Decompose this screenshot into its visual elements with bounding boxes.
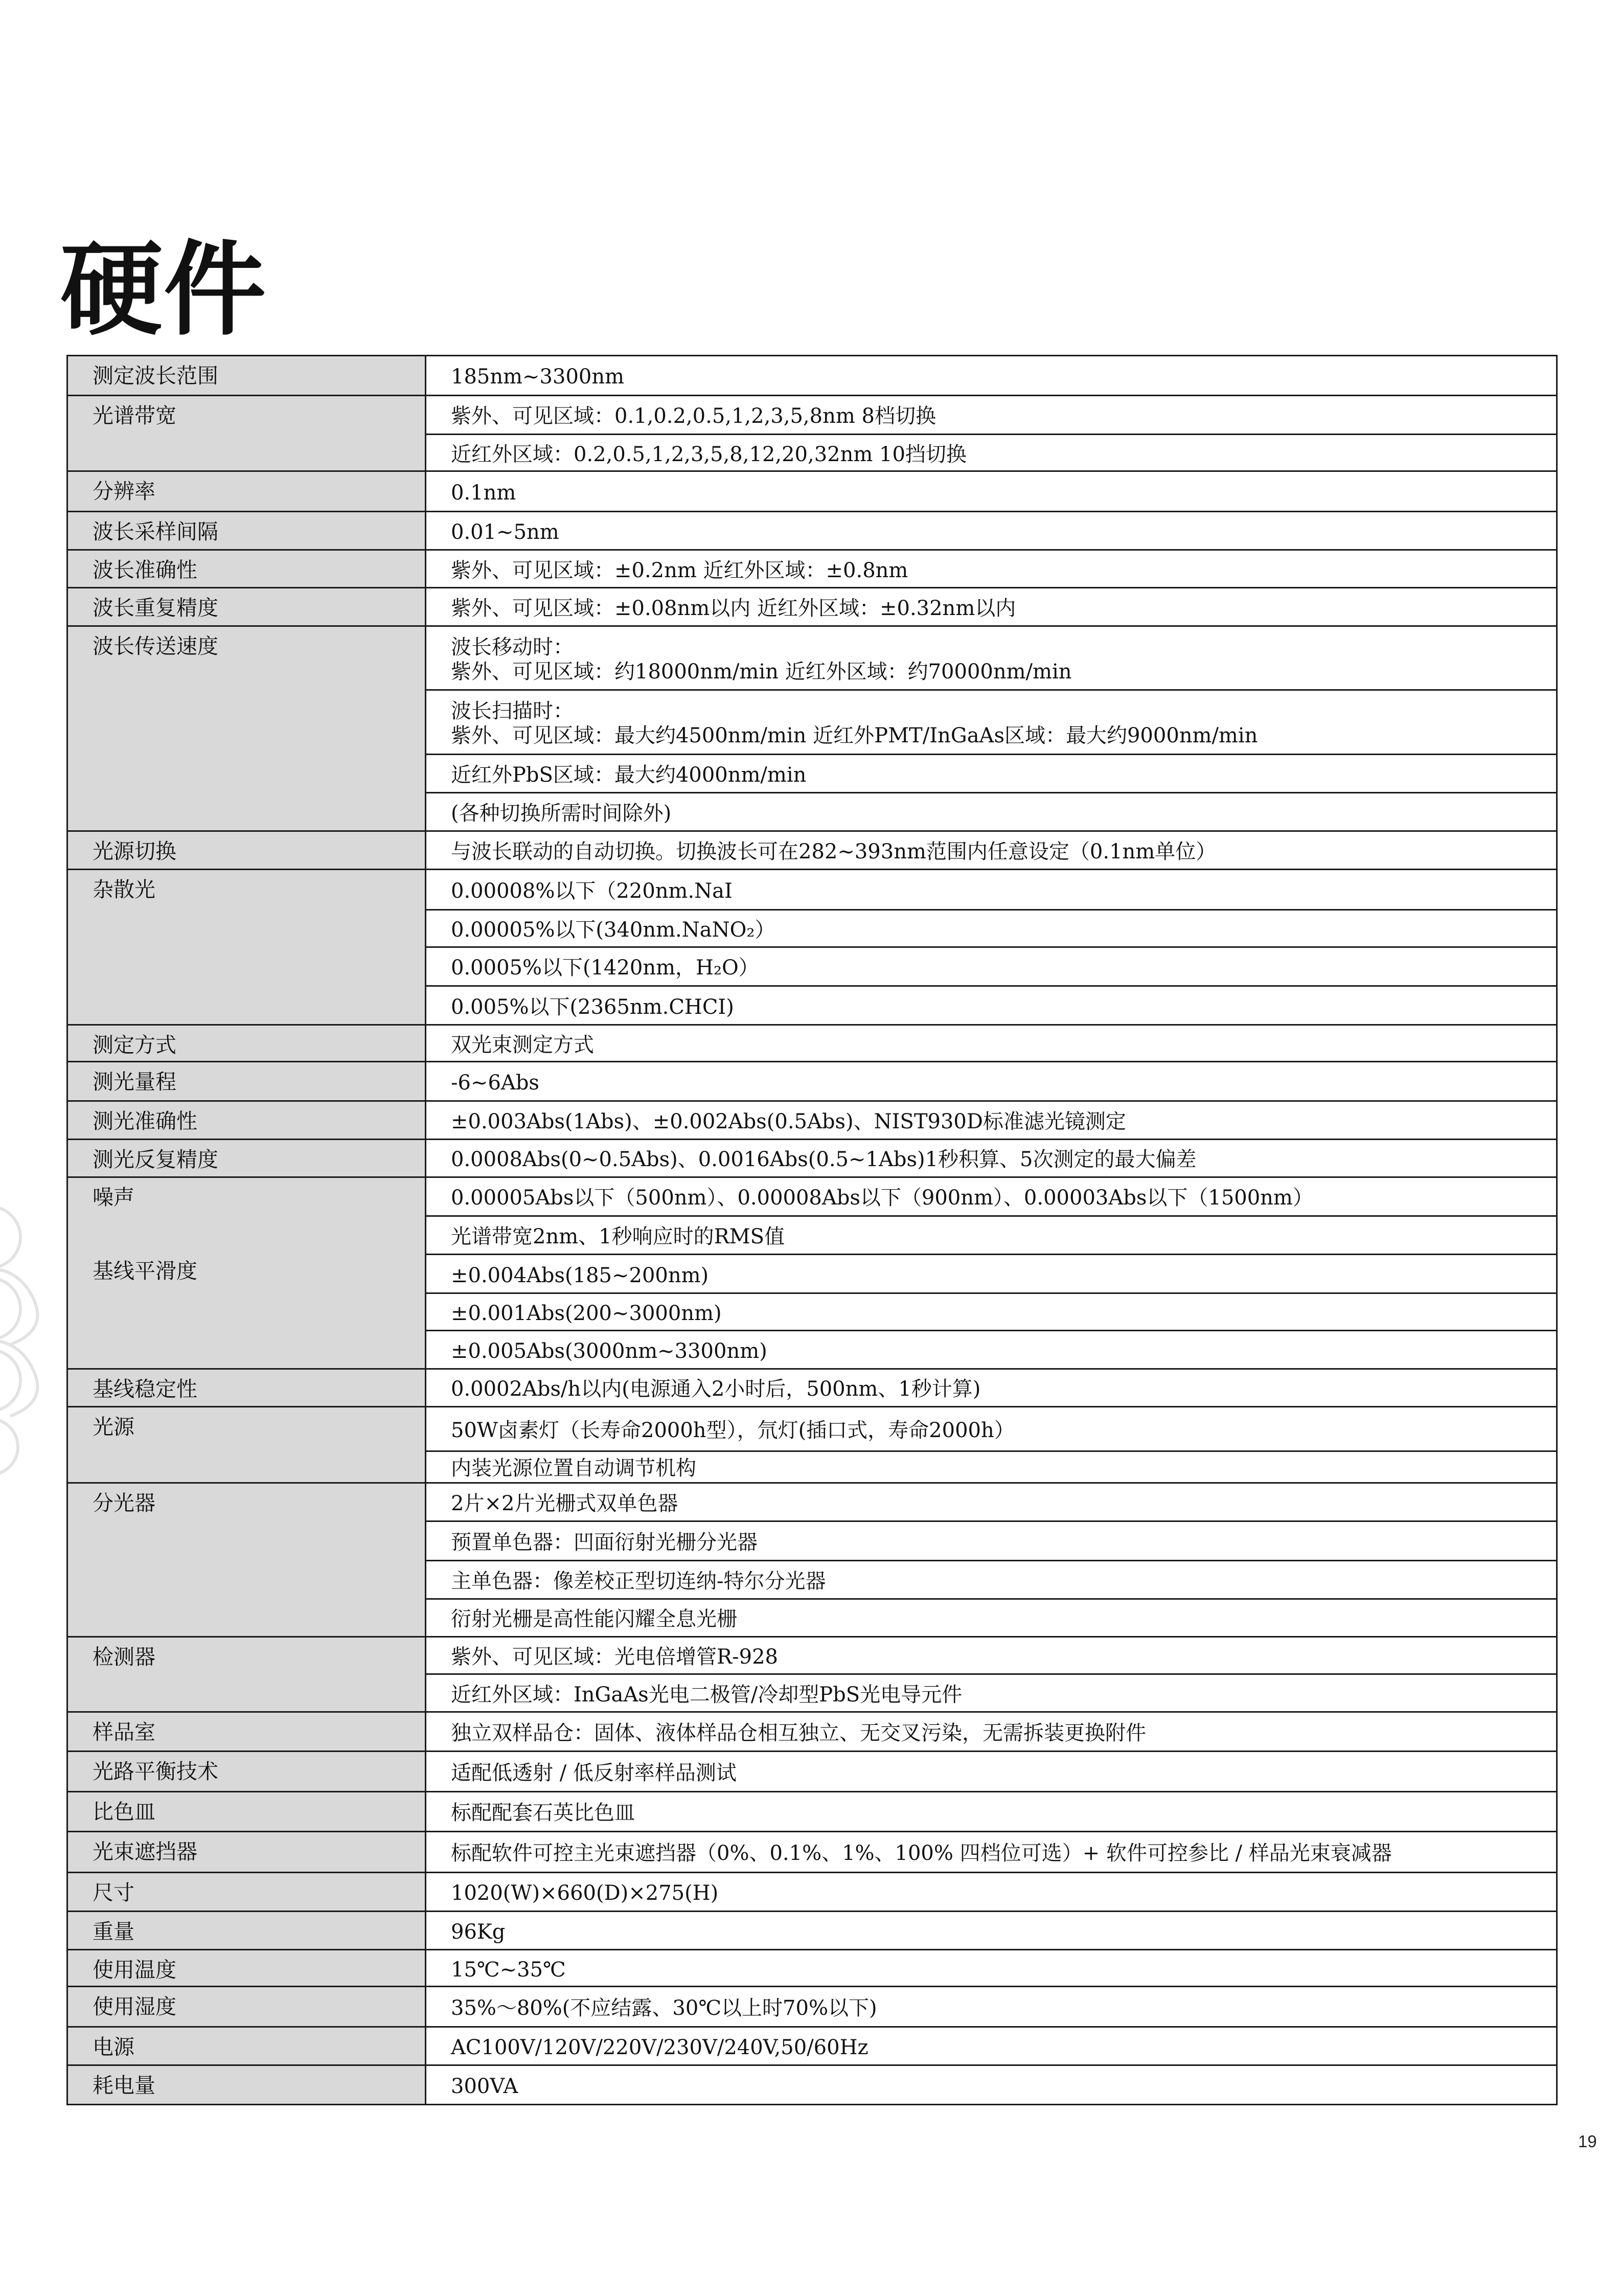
spec-label: 波长采样间隔 — [67, 512, 426, 550]
spec-value-line: 紫外、可见区域：最大约4500nm/min 近红外PMT/InGaAs区域：最大约9000nm/min — [451, 724, 1258, 748]
spec-value: 预置单色器：凹面衍射光栅分光器 — [426, 1521, 1557, 1561]
spec-value: 近红外区域：InGaAs光电二极管/冷却型PbS光电导元件 — [426, 1674, 1557, 1712]
spec-value: 35%～80%(不应结露、30℃以上时70%以下) — [426, 1987, 1557, 2027]
spec-label: 重量 — [67, 1911, 426, 1950]
page-title: 硬件 — [60, 231, 267, 350]
spec-label: 杂散光 — [67, 870, 426, 1025]
spec-label: 分辨率 — [67, 471, 426, 512]
spec-row — [67, 831, 1557, 870]
spec-value: 紫外、可见区域：±0.2nm 近红外区域：±0.8nm — [426, 550, 1557, 588]
spec-value: 与波长联动的自动切换。切换波长可在282~393nm范围内任意设定（0.1nm单位） — [426, 831, 1557, 870]
spec-row — [67, 1177, 1557, 1216]
spec-row — [67, 626, 1557, 690]
spec-row — [67, 1831, 1557, 1872]
spec-value: ±0.005Abs(3000nm~3300nm) — [426, 1331, 1557, 1369]
spec-label-group — [67, 1177, 426, 1369]
spec-label: 使用温度 — [67, 1950, 426, 1987]
spec-value: 近红外PbS区域：最大约4000nm/min — [426, 754, 1557, 793]
spec-value — [426, 626, 1557, 690]
spec-value: 50W卤素灯（长寿命2000h型），氘灯(插口式，寿命2000h） — [426, 1406, 1557, 1451]
spec-value: 1020(W)×660(D)×275(H) — [426, 1872, 1557, 1911]
spec-value: 近红外区域：0.2,0.5,1,2,3,5,8,12,20,32nm 10挡切换 — [426, 434, 1557, 471]
spec-row — [67, 1406, 1557, 1451]
spec-row — [67, 2065, 1557, 2104]
spec-row — [67, 550, 1557, 588]
spec-value: 紫外、可见区域：0.1,0.2,0.5,1,2,3,5,8nm 8档切换 — [426, 395, 1557, 434]
spec-value: 内装光源位置自动调节机构 — [426, 1451, 1557, 1483]
spec-row — [67, 1791, 1557, 1831]
spec-label: 噪声 — [93, 1185, 134, 1210]
spec-value: 0.00005Abs以下（500nm）、0.00008Abs以下（900nm）、0.00003Abs以下（1500nm） — [426, 1177, 1557, 1216]
spec-row — [67, 870, 1557, 910]
spec-label: 波长重复精度 — [67, 588, 426, 626]
spec-label: 光束遮挡器 — [67, 1831, 426, 1872]
spec-value: AC100V/120V/220V/230V/240V,50/60Hz — [426, 2027, 1557, 2065]
spec-row — [67, 395, 1557, 434]
spec-row — [67, 1025, 1557, 1062]
spec-row — [67, 471, 1557, 512]
spec-value: ±0.001Abs(200~3000nm) — [426, 1293, 1557, 1331]
spec-value: 0.00005%以下(340nm.NaNO₂） — [426, 910, 1557, 947]
spec-row — [67, 1950, 1557, 1987]
spec-value: 0.01~5nm — [426, 512, 1557, 550]
spec-row — [67, 2027, 1557, 2065]
spec-row — [67, 1752, 1557, 1792]
spec-label: 使用湿度 — [67, 1987, 426, 2027]
spec-value: 185nm~3300nm — [426, 356, 1557, 396]
spec-row — [67, 512, 1557, 550]
spec-value: 2片×2片光栅式双单色器 — [426, 1483, 1557, 1521]
spec-label: 比色皿 — [67, 1791, 426, 1831]
spec-value: 适配低透射 / 低反射率样品测试 — [426, 1752, 1557, 1792]
hardware-spec-table — [66, 355, 1558, 2105]
spec-value: 标配软件可控主光束遮挡器（0%、0.1%、1%、100% 四档位可选）+ 软件可控参比 / 样品光束衰减器 — [426, 1831, 1557, 1872]
spec-value-line: 波长移动时： — [451, 635, 574, 660]
spec-label: 耗电量 — [67, 2065, 426, 2104]
decorative-watermark — [0, 1191, 77, 1477]
spec-value — [426, 690, 1557, 754]
spec-value: 紫外、可见区域：±0.08nm以内 近红外区域：±0.32nm以内 — [426, 588, 1557, 626]
spec-value: 300VA — [426, 2065, 1557, 2104]
spec-row — [67, 1636, 1557, 1674]
spec-value: 双光束测定方式 — [426, 1025, 1557, 1062]
spec-row — [67, 356, 1557, 396]
spec-label: 电源 — [67, 2027, 426, 2065]
spec-row — [67, 1369, 1557, 1406]
spec-value-line: 紫外、可见区域：约18000nm/min 近红外区域：约70000nm/min — [451, 660, 1072, 684]
spec-value: 0.0002Abs/h以内(电源通入2小时后，500nm、1秒计算) — [426, 1369, 1557, 1406]
spec-label: 样品室 — [67, 1712, 426, 1752]
spec-label: 光谱带宽 — [67, 395, 426, 471]
spec-value: 标配配套石英比色皿 — [426, 1791, 1557, 1831]
spec-row — [67, 1139, 1557, 1177]
spec-label: 测定方式 — [67, 1025, 426, 1062]
spec-label: 尺寸 — [67, 1872, 426, 1911]
spec-value: ±0.003Abs(1Abs)、±0.002Abs(0.5Abs)、NIST930D标准滤光镜测定 — [426, 1101, 1557, 1140]
spec-value: 96Kg — [426, 1911, 1557, 1950]
spec-label: 测定波长范围 — [67, 356, 426, 396]
spec-label: 光路平衡技术 — [67, 1752, 426, 1792]
spec-value: 紫外、可见区域：光电倍增管R-928 — [426, 1636, 1557, 1674]
spec-value: (各种切换所需时间除外) — [426, 793, 1557, 831]
spec-row — [67, 1712, 1557, 1752]
spec-label: 波长传送速度 — [67, 626, 426, 831]
spec-label: 基线稳定性 — [67, 1369, 426, 1406]
spec-value: -6~6Abs — [426, 1062, 1557, 1101]
spec-label: 测光反复精度 — [67, 1139, 426, 1177]
page-number: 19 — [1578, 2132, 1597, 2151]
spec-row — [67, 1062, 1557, 1101]
spec-value: 0.0005%以下(1420nm，H₂O） — [426, 947, 1557, 986]
spec-value: ±0.004Abs(185~200nm) — [426, 1255, 1557, 1293]
spec-label: 分光器 — [67, 1483, 426, 1636]
spec-row — [67, 1101, 1557, 1140]
spec-label: 测光准确性 — [67, 1101, 426, 1140]
spec-label: 基线平滑度 — [93, 1258, 197, 1283]
spec-row — [67, 588, 1557, 626]
spec-label: 光源切换 — [67, 831, 426, 870]
spec-label: 测光量程 — [67, 1062, 426, 1101]
spec-value-line: 波长扫描时： — [451, 699, 574, 723]
spec-label: 波长准确性 — [67, 550, 426, 588]
spec-label: 光源 — [67, 1406, 426, 1483]
spec-value: 0.0008Abs(0~0.5Abs)、0.0016Abs(0.5~1Abs)1秒积算、5次测定的最大偏差 — [426, 1139, 1557, 1177]
spec-value: 0.00008%以下（220nm.NaI — [426, 870, 1557, 910]
spec-row — [67, 1987, 1557, 2027]
spec-row — [67, 1872, 1557, 1911]
spec-row — [67, 1483, 1557, 1521]
spec-value: 15℃~35℃ — [426, 1950, 1557, 1987]
spec-value: 衍射光栅是高性能闪耀全息光栅 — [426, 1599, 1557, 1636]
spec-value: 0.005%以下(2365nm.CHCI) — [426, 986, 1557, 1025]
spec-row — [67, 1911, 1557, 1950]
spec-value: 光谱带宽2nm、1秒响应时的RMS值 — [426, 1216, 1557, 1255]
spec-value: 主单色器：像差校正型切连纳-特尔分光器 — [426, 1560, 1557, 1599]
spec-value: 独立双样品仓：固体、液体样品仓相互独立、无交叉污染，无需拆装更换附件 — [426, 1712, 1557, 1752]
spec-value: 0.1nm — [426, 471, 1557, 512]
spec-label: 检测器 — [67, 1636, 426, 1712]
